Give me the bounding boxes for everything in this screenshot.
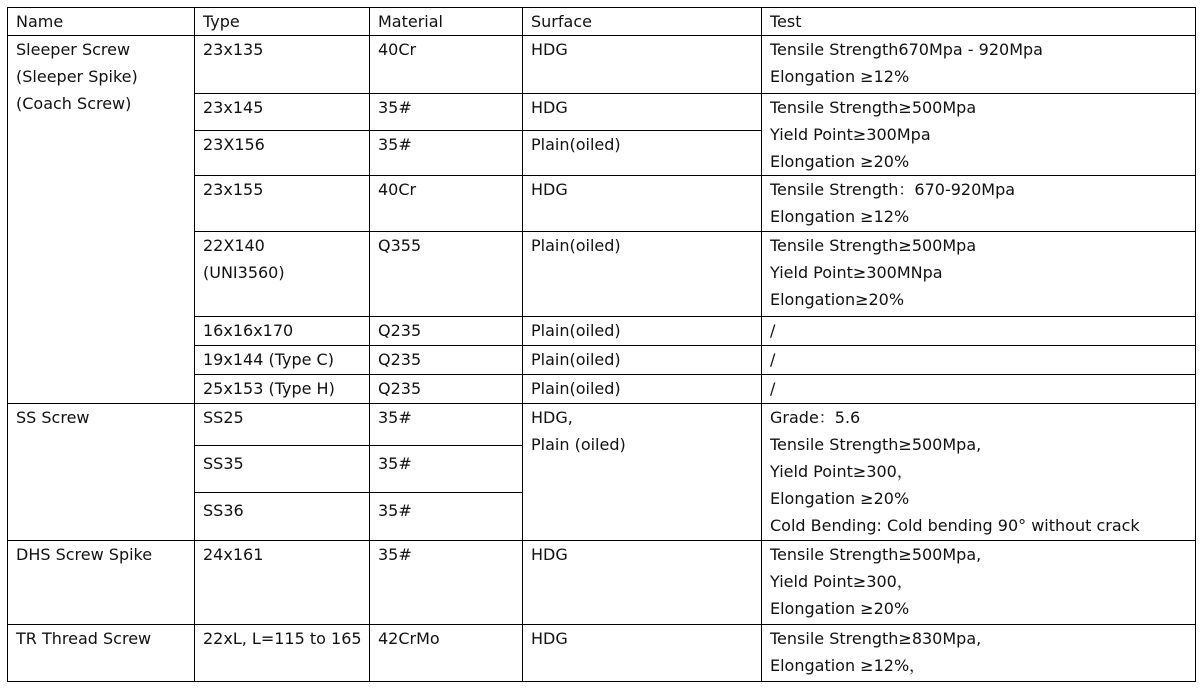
type-cell: [195, 446, 370, 493]
surface-cell: [523, 176, 762, 232]
specification-table: [7, 7, 1196, 682]
type-cell: [195, 94, 370, 131]
type-line: SS36: [203, 501, 244, 520]
table-row: [8, 541, 1196, 625]
test-cell: [762, 317, 1196, 346]
type-line: 16x16x170: [203, 321, 294, 340]
type-cell: [195, 176, 370, 232]
material-cell: 40Cr: [370, 176, 523, 232]
material-cell: 35#: [370, 446, 523, 493]
name-line: DHS Screw Spike: [16, 545, 153, 564]
test-cell: [762, 541, 1196, 625]
type-cell: [195, 317, 370, 346]
test-line: Yield Point≥300MNpa: [770, 263, 943, 282]
header-name: Name: [8, 8, 195, 36]
table-row: [8, 404, 1196, 446]
type-cell: [195, 36, 370, 94]
type-cell: [195, 131, 370, 176]
test-line: /: [770, 379, 776, 398]
surface-line: Plain(oiled): [531, 379, 621, 398]
surface-line: Plain(oiled): [531, 236, 621, 255]
surface-line: Plain(oiled): [531, 321, 621, 340]
material-cell: Q235: [370, 346, 523, 375]
type-line: 23x145: [203, 98, 264, 117]
type-cell: [195, 346, 370, 375]
material-cell: 35#: [370, 94, 523, 131]
type-line: (UNI3560): [203, 263, 285, 282]
surface-cell: [523, 346, 762, 375]
test-line: Tensile Strength670Mpa - 920Mpa: [770, 40, 1043, 59]
surface-cell: [523, 131, 762, 176]
table-row: [8, 36, 1196, 94]
header-type: Type: [195, 8, 370, 36]
material-cell: 35#: [370, 541, 523, 625]
name-cell: [8, 541, 195, 625]
surface-line: HDG: [531, 629, 568, 648]
name-line: Sleeper Screw: [16, 40, 131, 59]
test-line: Tensile Strength≥500Mpa,: [770, 435, 982, 454]
test-line: Elongation ≥12%，: [770, 656, 926, 675]
material-cell: 42CrMo: [370, 625, 523, 682]
test-line: Tensile Strength≥500Mpa: [770, 98, 977, 117]
surface-line: Plain (oiled): [531, 435, 626, 454]
surface-line: Plain(oiled): [531, 135, 621, 155]
material-cell: Q355: [370, 232, 523, 317]
type-line: 23X156: [203, 135, 265, 155]
header-test: Test: [762, 8, 1196, 36]
test-line: Elongation≥20%: [770, 290, 905, 309]
surface-cell: [523, 625, 762, 682]
test-cell: [762, 375, 1196, 404]
test-cell: [762, 232, 1196, 317]
test-line: /: [770, 350, 776, 369]
material-cell: 40Cr: [370, 36, 523, 94]
test-line: Yield Point≥300，: [770, 572, 913, 591]
name-cell: [8, 625, 195, 682]
surface-line: HDG: [531, 98, 568, 117]
name-cell: [8, 404, 195, 541]
test-line: Elongation ≥12%: [770, 67, 910, 86]
type-line: 24x161: [203, 545, 264, 564]
type-cell: [195, 541, 370, 625]
surface-line: HDG: [531, 180, 568, 199]
type-line: 25x153 (Type H): [203, 379, 335, 398]
table-row: [8, 625, 1196, 682]
surface-cell: [523, 404, 762, 541]
test-line: Elongation ≥20%: [770, 599, 910, 618]
type-line: 23x155: [203, 180, 264, 199]
test-line: Yield Point≥300Mpa: [770, 125, 931, 144]
name-cell: [8, 36, 195, 404]
type-line: SS25: [203, 408, 244, 427]
surface-line: Plain(oiled): [531, 350, 621, 369]
name-line: (Coach Screw): [16, 94, 132, 113]
material-cell: 35#: [370, 404, 523, 446]
material-cell: Q235: [370, 375, 523, 404]
surface-cell: [523, 375, 762, 404]
type-cell: [195, 493, 370, 541]
test-cell: [762, 36, 1196, 94]
surface-cell: [523, 94, 762, 131]
type-cell: [195, 404, 370, 446]
test-cell: [762, 404, 1196, 541]
type-line: 23x135: [203, 40, 264, 59]
test-line: Cold Bending: Cold bending 90° without crack: [770, 516, 1140, 535]
header-row: [8, 8, 1196, 36]
surface-line: HDG,: [531, 408, 573, 427]
test-line: Elongation ≥20%: [770, 152, 910, 171]
surface-line: HDG: [531, 40, 568, 59]
surface-cell: [523, 317, 762, 346]
type-line: 22xL, L=115 to 165: [203, 629, 362, 648]
test-line: Tensile Strength≥500Mpa: [770, 236, 977, 255]
header-material: Material: [370, 8, 523, 36]
test-line: Tensile Strength：670-920Mpa: [770, 180, 1016, 199]
name-line: (Sleeper Spike): [16, 67, 138, 86]
header-surface: Surface: [523, 8, 762, 36]
name-line: TR Thread Screw: [16, 629, 152, 648]
surface-line: HDG: [531, 545, 568, 564]
test-cell: [762, 625, 1196, 682]
type-line: SS35: [203, 454, 244, 473]
type-cell: [195, 375, 370, 404]
surface-cell: [523, 541, 762, 625]
test-line: Elongation ≥20%: [770, 489, 910, 508]
test-cell: [762, 176, 1196, 232]
test-line: /: [770, 321, 776, 340]
type-line: 22X140: [203, 236, 265, 255]
test-line: Elongation ≥12%: [770, 207, 910, 226]
type-cell: [195, 232, 370, 317]
material-cell: Q235: [370, 317, 523, 346]
material-cell: 35#: [370, 131, 523, 176]
surface-cell: [523, 232, 762, 317]
test-cell: [762, 346, 1196, 375]
test-line: Tensile Strength≥830Mpa,: [770, 629, 982, 648]
type-line: 19x144 (Type C): [203, 350, 334, 369]
type-cell: [195, 625, 370, 682]
test-cell: [762, 94, 1196, 176]
test-line: Tensile Strength≥500Mpa,: [770, 545, 982, 564]
name-line: SS Screw: [16, 408, 90, 427]
surface-cell: [523, 36, 762, 94]
material-cell: 35#: [370, 493, 523, 541]
test-line: Yield Point≥300，: [770, 462, 913, 481]
test-line: Grade：5.6: [770, 408, 861, 427]
